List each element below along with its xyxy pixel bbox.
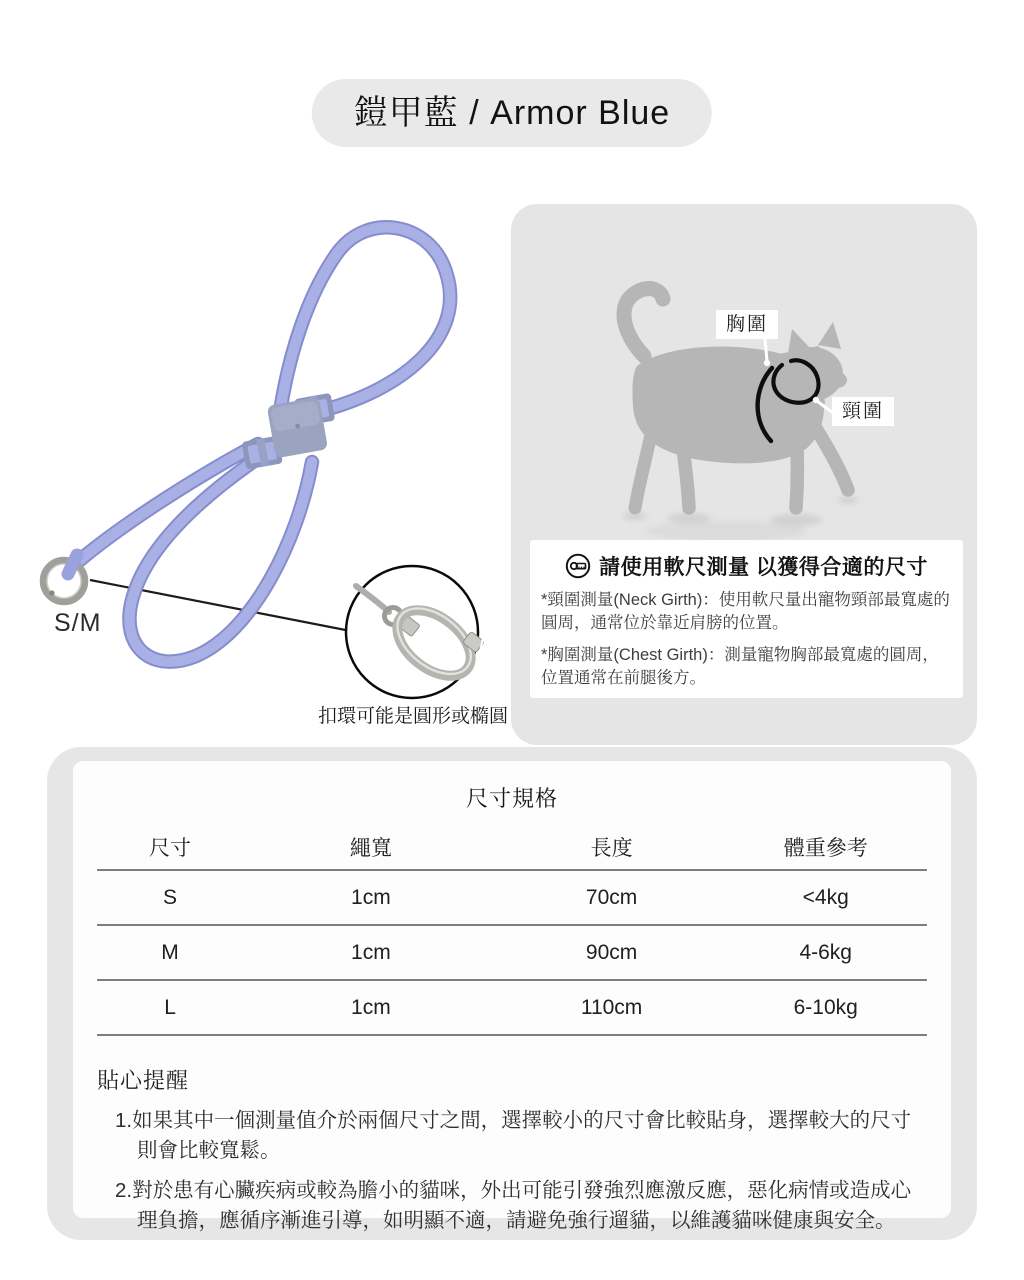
page-title: 鎧甲藍 / Armor Blue <box>312 79 712 147</box>
tape-measure-icon <box>565 553 591 579</box>
cell-rope-width: 1cm <box>351 940 391 964</box>
cell-rope-width: 1cm <box>351 885 391 909</box>
chest-girth-note: *胸圍測量(Chest Girth)：測量寵物胸部最寬處的圓周，位置通常在前腿後方。 <box>541 645 939 688</box>
size-tag: S/M <box>54 609 102 637</box>
reminder-item-2: 2.對於患有心臟疾病或較為膽小的貓咪，外出可能引發強烈應激反應，惡化病情或造成心理負擔，應循序漸進引導，如明顯不適，請避免強行遛貓，以維護貓咪健康與安全。 <box>115 1179 912 1233</box>
clasp-note: 扣環可能是圓形或橢圓 <box>317 706 508 727</box>
table-row <box>97 981 927 1036</box>
cell-weight: 4-6kg <box>799 940 852 964</box>
table-row <box>97 871 927 926</box>
cell-length: 70cm <box>585 885 638 909</box>
cell-rope-width: 1cm <box>351 995 391 1019</box>
measurement-diagram-panel <box>511 204 977 745</box>
neck-girth-note: *頸圍測量(Neck Girth)：使用軟尺量出寵物頸部最寬處的圓周，通常位於靠近肩膀的位置。 <box>541 591 950 633</box>
reminder-item-1: 1.如果其中一個測量值介於兩個尺寸之間，選擇較小的尺寸會比較貼身，選擇較大的尺寸則會比較寬鬆。 <box>115 1109 912 1162</box>
size-spec-inner <box>73 761 951 1233</box>
table-row <box>97 926 927 981</box>
cell-size: L <box>164 995 176 1019</box>
product-photo-area <box>0 160 510 760</box>
cell-size: S <box>163 885 178 909</box>
reminder-section <box>97 1064 927 1236</box>
neck-girth-label: 頸圍 <box>832 397 894 426</box>
reminder-heading: 貼心提醒 <box>97 1068 190 1093</box>
size-table-title: 尺寸規格 <box>465 786 558 811</box>
size-spec-card <box>47 747 977 1240</box>
measure-heading-row <box>530 551 963 581</box>
col-header-size: 尺寸 <box>149 837 192 860</box>
col-header-rope-width: 繩寬 <box>349 837 392 860</box>
size-table-header-row <box>97 825 927 871</box>
col-header-weight: 體重參考 <box>783 837 868 860</box>
clasp-callout <box>346 566 487 698</box>
leash-illustration <box>0 160 510 760</box>
measure-instructions-box <box>530 540 963 698</box>
cell-length: 110cm <box>580 995 643 1019</box>
cell-weight: <4kg <box>802 885 849 909</box>
cell-size: M <box>161 940 179 964</box>
cell-length: 90cm <box>585 940 638 964</box>
cell-weight: 6-10kg <box>793 995 858 1019</box>
col-header-length: 長度 <box>590 837 633 860</box>
measure-heading: 請使用軟尺測量 以獲得合適的尺寸 <box>599 556 928 579</box>
chest-girth-label: 胸圍 <box>716 310 778 339</box>
size-table <box>97 825 927 1036</box>
buckle-icon <box>236 393 341 470</box>
